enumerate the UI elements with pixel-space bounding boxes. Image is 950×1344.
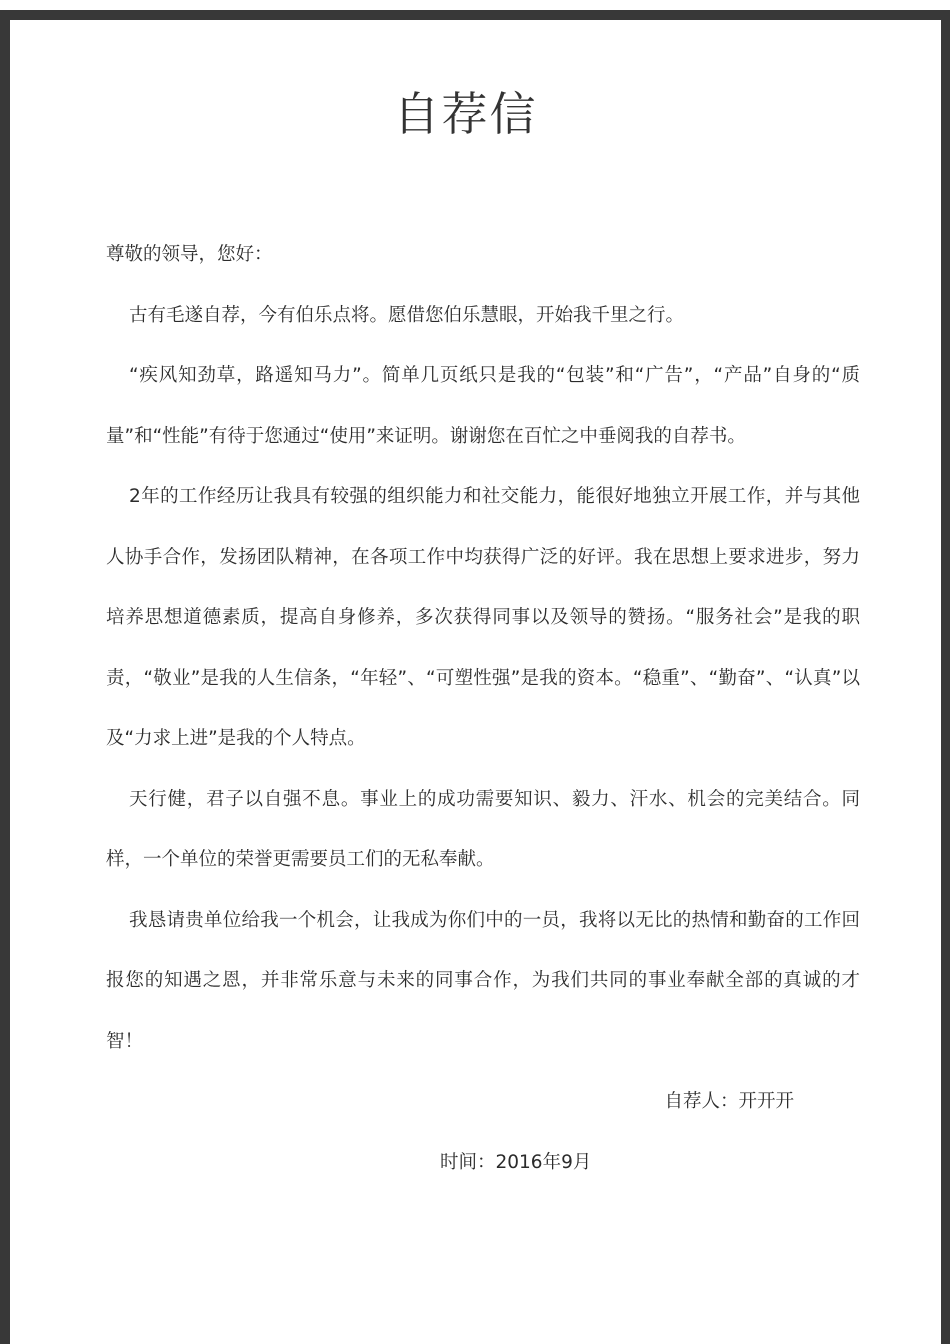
signature: 自荐人：开开开 xyxy=(664,1091,794,1112)
paragraph-4: 天行健，君子以自强不息。事业上的成功需要知识、毅力、汗水、机会的完美结合。同样，一个单位的荣誉更需要员工们的无私奉献。 xyxy=(106,788,860,870)
date-line: 时间：2016年9月 xyxy=(440,1151,592,1173)
paragraph-2: “疾风知劲草，路遥知马力”。简单几页纸只是我的“包装”和“广告”，“产品”自身的“质量”和“性能”有待于您通过“使用”来证明。谢谢您在百忙之中垂阅我的自荐书。 xyxy=(106,365,860,447)
paragraph-3: 2年的工作经历让我具有较强的组织能力和社交能力，能很好地独立开展工作，并与其他人协手合作，发扬团队精神，在各项工作中均获得广泛的好评。我在思想上要求进步，努力培养思想道德素质，提高自身修养，多次获得同事以及领导的赞扬。“服务社会”是我的职责，“敬业”是我的人生信条，“年轻”、“可塑性强”是我的资本。“稳重”、“勤奋”、“认真”以及“力求上进”是我的个人特点。 xyxy=(106,486,860,749)
letter-title: 自荐信 xyxy=(393,87,538,141)
letter-body xyxy=(106,225,860,1193)
paragraph-5: 我恳请贵单位给我一个机会，让我成为你们中的一员，我将以无比的热情和勤奋的工作回报您的知遇之恩，并非常乐意与未来的同事合作，为我们共同的事业奉献全部的真诚的才智！ xyxy=(106,909,860,1052)
salutation: 尊敬的领导，您好： xyxy=(106,244,273,265)
paragraph-1: 古有毛遂自荐，今有伯乐点将。愿借您伯乐慧眼，开始我千里之行。 xyxy=(129,304,685,326)
